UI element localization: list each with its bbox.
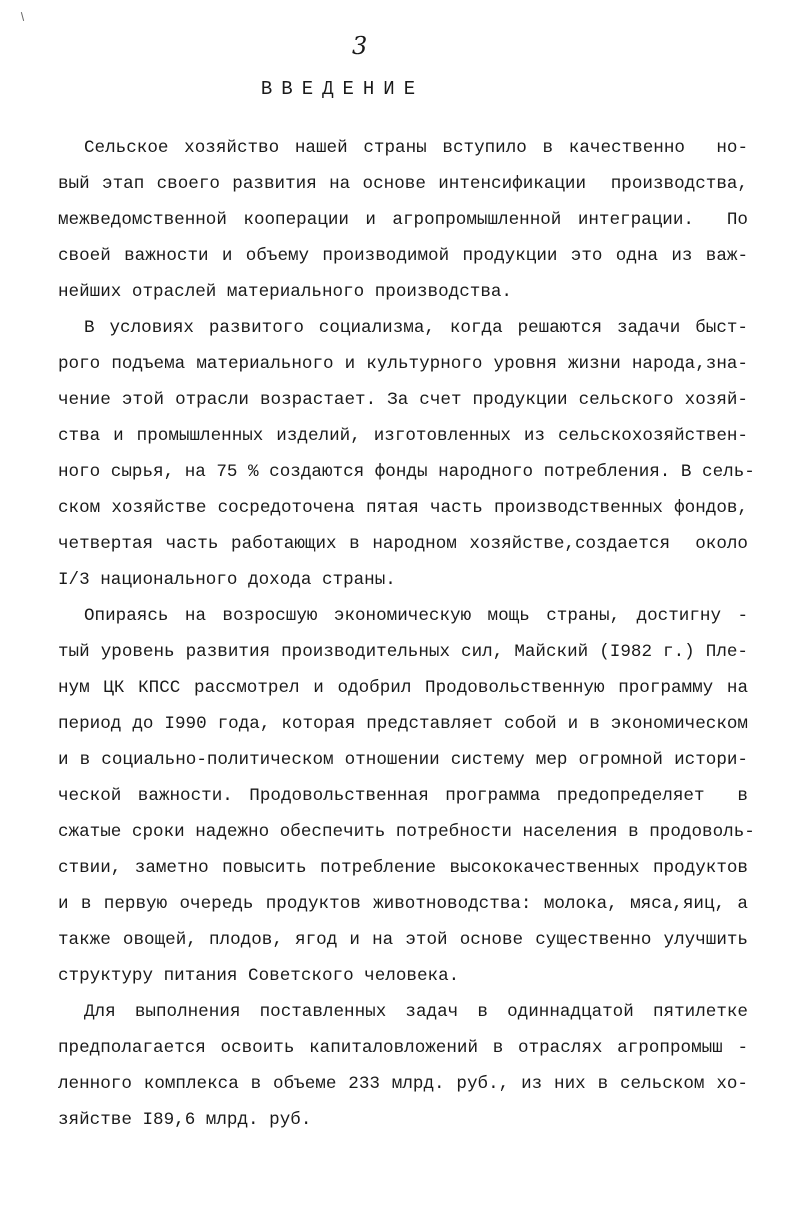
text-line: период до I990 года, которая представляет собой и в экономическом [58, 714, 748, 734]
text-line: ствии, заметно повысить потребление высококачественных продуктов [58, 858, 748, 878]
text-line: ческой важности. Продовольственная программа предопределяет в [58, 786, 748, 806]
text-line: чение этой отрасли возрастает. За счет продукции сельского хозяй- [58, 390, 748, 410]
text-line: своей важности и объему производимой продукции это одна из важ- [58, 246, 748, 266]
text-line: и в первую очередь продуктов животноводства: молока, мяса,яиц, а [58, 894, 748, 914]
page-title: ВВЕДЕНИЕ [260, 78, 425, 100]
text-line: сжатые сроки надежно обеспечить потребности населения в продоволь- [58, 822, 755, 842]
text-line: структуру питания Советского человека. [58, 966, 460, 986]
text-line: вый этап своего развития на основе интенсификации производства, [58, 174, 748, 194]
text-line: также овощей, плодов, ягод и на этой основе существенно улучшить [58, 930, 748, 950]
text-line: зяйстве I89,6 млрд. руб. [58, 1110, 312, 1130]
text-line: предполагается освоить капиталовложений в отраслях агропромыш - [58, 1038, 748, 1058]
scan-speck [21, 12, 24, 21]
text-line: Сельское хозяйство нашей страны вступило в качественно но- [84, 138, 748, 158]
text-line: ного сырья, на 75 % создаются фонды народного потребления. В сель- [58, 462, 755, 482]
text-line: ства и промышленных изделий, изготовленных из сельскохозяйствен- [58, 426, 748, 446]
text-line: нейших отраслей материального производства. [58, 282, 512, 302]
text-line: тый уровень развития производительных сил, Майский (I982 г.) Пле- [58, 642, 748, 662]
text-line: В условиях развитого социализма, когда решаются задачи быст- [84, 318, 748, 338]
text-line: нум ЦК КПСС рассмотрел и одобрил Продовольственную программу на [58, 678, 748, 698]
text-line: Для выполнения поставленных задач в одиннадцатой пятилетке [84, 1002, 748, 1022]
text-line: межведомственной кооперации и агропромышленной интеграции. По [58, 210, 748, 230]
text-line: I/3 национального дохода страны. [58, 570, 396, 590]
text-line: и в социально-политическом отношении систему мер огромной истори- [58, 750, 748, 770]
text-line: Опираясь на возросшую экономическую мощь страны, достигну - [84, 606, 748, 626]
text-line: ленного комплекса в объеме 233 млрд. руб., из них в сельском хо- [58, 1074, 748, 1094]
text-line: рого подъема материального и культурного уровня жизни народа,зна- [58, 354, 748, 374]
page-number: 3 [352, 32, 368, 60]
text-line: четвертая часть работающих в народном хозяйстве,создается около [58, 534, 748, 554]
text-line: ском хозяйстве сосредоточена пятая часть производственных фондов, [58, 498, 748, 518]
